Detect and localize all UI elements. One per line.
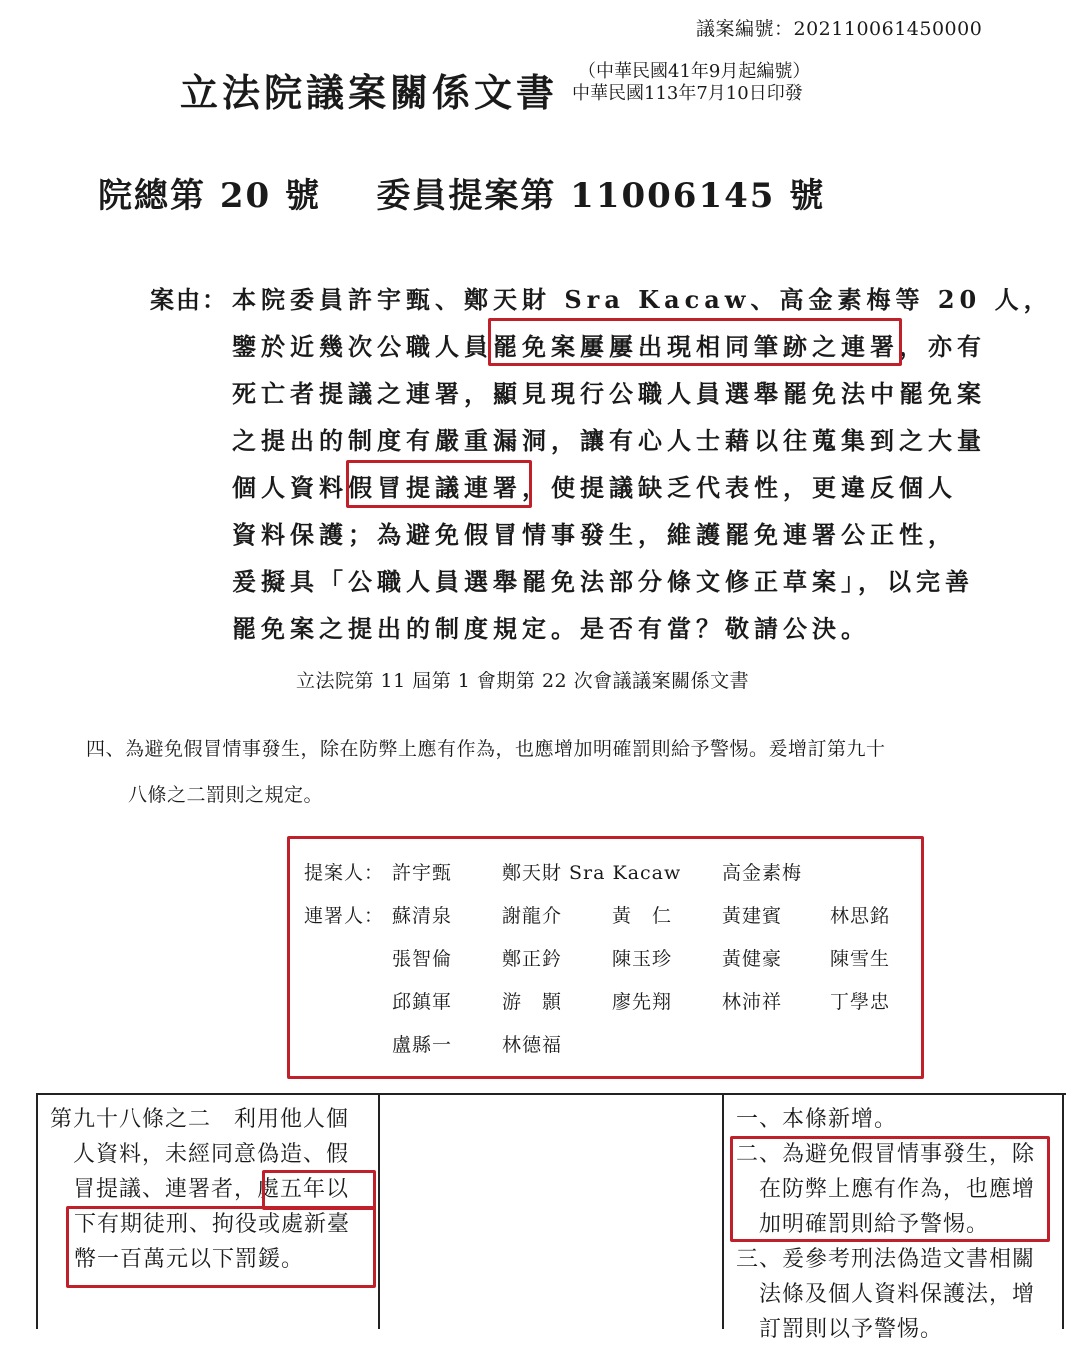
document-subtitle-numbering: （中華民國41年9月起編號） [578, 61, 811, 82]
reason-label: 案由： [150, 285, 228, 314]
cosigner-name: 盧縣一 [392, 1034, 453, 1056]
explanation-item-4-line1: 四、為避免假冒情事發生，除在防弊上應有作為，也應增加明確罰則給予警惕。爰增訂第九十 [86, 738, 886, 760]
reason-line: 個人資料假冒提議連署，使提議缺乏代表性，更違反個人 [232, 473, 957, 502]
highlight-box-same-handwriting [488, 318, 902, 366]
cosigner-name: 陳雪生 [830, 948, 891, 970]
proposer-name: 許宇甄 [392, 862, 453, 884]
document-title: 立法院議案關係文書 [180, 70, 559, 115]
reason-line: 之提出的制度有嚴重漏洞，讓有心人士藉以往蒐集到之大量 [232, 426, 986, 455]
table-column-divider [722, 1093, 724, 1329]
highlight-box-penalty [66, 1206, 376, 1288]
reason-line: 鑒於近幾次公職人員罷免案屢屢出現相同筆跡之連署，亦有 [232, 332, 986, 361]
cosigner-name: 林德福 [502, 1034, 563, 1056]
cosigner-name: 黃 仁 [612, 905, 673, 927]
cosigner-name: 陳玉珍 [612, 948, 673, 970]
proposer-label: 提案人： [304, 862, 385, 884]
table-right-border [1062, 1093, 1064, 1329]
cosigner-name: 黃健豪 [722, 948, 783, 970]
reference-numbers: 院總第 20 號 委員提案第 11006145 號 [98, 176, 826, 216]
explanation-line: 三、爰參考刑法偽造文書相關 [736, 1247, 1036, 1272]
cosigner-name: 邱鎮軍 [392, 991, 453, 1013]
cosigner-name: 張智倫 [392, 948, 453, 970]
document-subtitle-print-date: 中華民國113年7月10日印發 [572, 83, 803, 104]
highlight-box-fake-signature [346, 460, 532, 508]
session-caption: 立法院第 11 屆第 1 會期第 22 次會議議案關係文書 [296, 670, 750, 692]
table-column-divider [378, 1093, 380, 1329]
article-text-line: 冒提議、連署者，處五年以 [50, 1177, 350, 1202]
cosigner-name: 鄭正鈐 [502, 948, 563, 970]
explanation-line: 一、本條新增。 [736, 1107, 898, 1132]
highlight-box-penalty-top [262, 1170, 376, 1210]
explanation-item-4-line2: 八條之二罰則之規定。 [128, 784, 324, 806]
article-text-line: 人資料，未經同意偽造、假 [50, 1142, 350, 1167]
reason-line: 資料保護；為避免假冒情事發生，維護罷免連署公正性， [232, 520, 957, 549]
reason-line: 死亡者提議之連署，顯見現行公職人員選舉罷免法中罷免案 [232, 379, 986, 408]
explanation-line: 法條及個人資料保護法，增 [736, 1282, 1036, 1307]
cosigner-name: 廖先翔 [612, 991, 673, 1013]
reason-line: 本院委員許宇甄、鄭天財 Sra Kacaw、高金素梅等 20 人， [232, 285, 1053, 314]
cosigner-name: 謝龍介 [502, 905, 563, 927]
highlight-box-explanation [730, 1136, 1050, 1242]
proposer-name: 高金素梅 [722, 862, 803, 884]
cosigner-name: 林思銘 [830, 905, 891, 927]
explanation-line: 加明確罰則給予警惕。 [736, 1212, 990, 1237]
cosigner-name: 游 顥 [502, 991, 563, 1013]
explanation-line: 二、為避免假冒情事發生，除 [736, 1142, 1036, 1167]
table-top-border [36, 1093, 1066, 1095]
explanation-line: 訂罰則以予警惕。 [736, 1317, 944, 1342]
explanation-line: 在防弊上應有作為，也應增 [736, 1177, 1036, 1202]
cosigner-label: 連署人： [304, 905, 385, 927]
article-text-line: 第九十八條之二 利用他人個 [50, 1107, 350, 1132]
table-left-border [36, 1093, 38, 1329]
cosigner-name: 蘇清泉 [392, 905, 453, 927]
article-text-line: 幣一百萬元以下罰鍰。 [74, 1247, 305, 1272]
proposer-name: 鄭天財 Sra Kacaw [502, 862, 682, 884]
reason-line: 罷免案之提出的制度規定。是否有當？敬請公決。 [232, 614, 870, 643]
case-number: 議案編號：202110061450000 [696, 18, 983, 40]
article-text-line: 下有期徒刑、拘役或處新臺 [74, 1212, 351, 1237]
cosigner-name: 林沛祥 [722, 991, 783, 1013]
cosigner-name: 丁學忠 [830, 991, 891, 1013]
cosigner-name: 黃建賓 [722, 905, 783, 927]
reason-line: 爰擬具「公職人員選舉罷免法部分條文修正草案」，以完善 [232, 567, 974, 596]
